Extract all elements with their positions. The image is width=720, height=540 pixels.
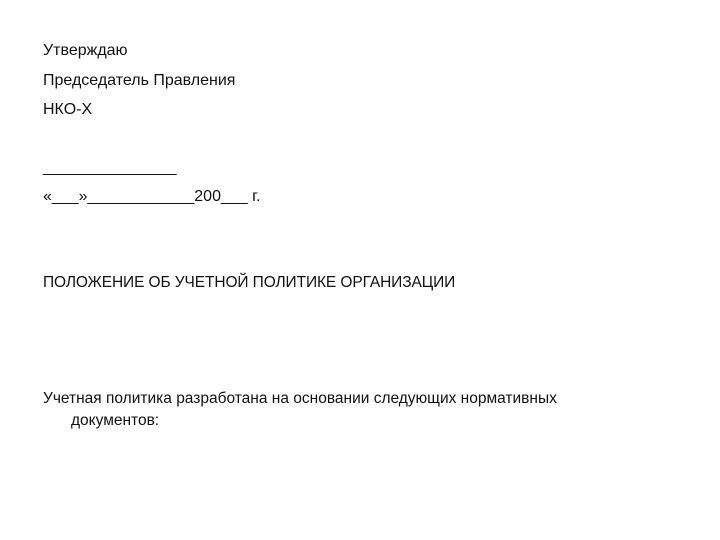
document-title: ПОЛОЖЕНИЕ ОБ УЧЕТНОЙ ПОЛИТИКЕ ОРГАНИЗАЦИИ [43,274,456,291]
signature-line: _______________ [43,159,177,176]
approver-position: Председатель Правления [43,72,236,89]
basis-text-line2: документов: [71,412,160,429]
approval-date-line: «___»____________200___ г. [43,188,261,205]
basis-paragraph [43,388,693,432]
approval-heading: Утверждаю [43,42,128,59]
basis-text-line1: Учетная политика разработана на основании следующих нормативных [43,390,557,407]
organization-name: НКО-Х [43,101,93,118]
